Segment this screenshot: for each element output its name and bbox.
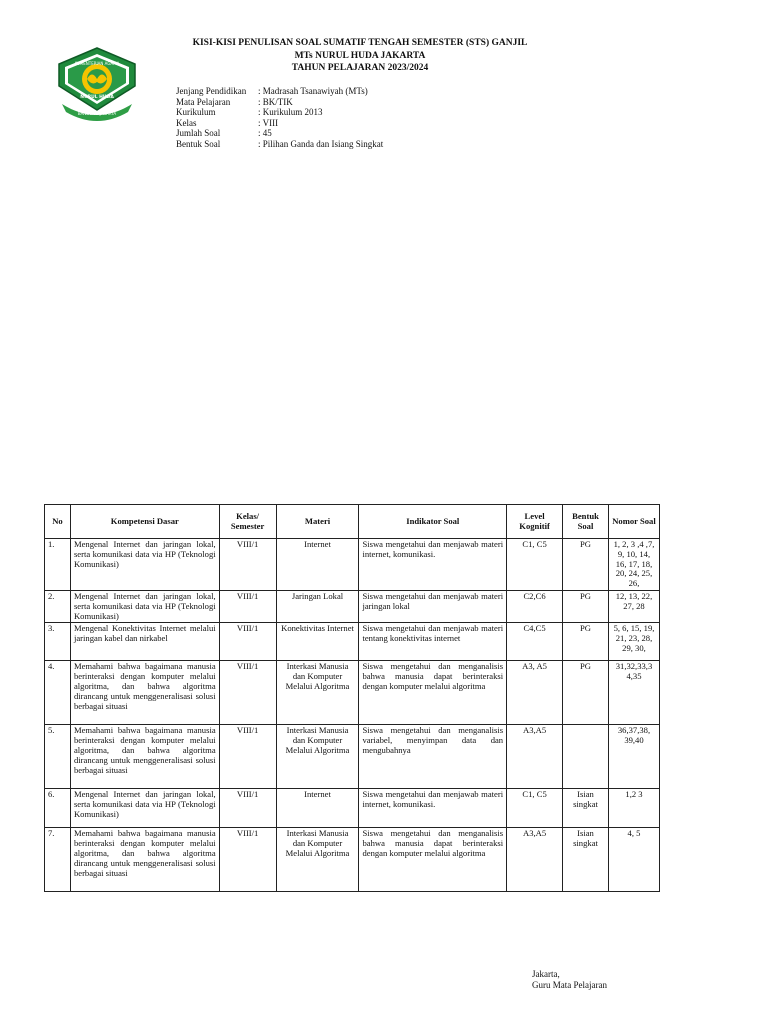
header-no: No (45, 505, 71, 539)
cell-nomor: 12, 13, 22, 27, 28 (608, 590, 659, 622)
document-title (150, 37, 570, 75)
cell-no: 2. (45, 590, 71, 622)
cell-level: C2,C6 (507, 590, 563, 622)
cell-kompetensi-dasar: Memahami bahwa bagaimana manusia berinteraksi dengan komputer melalui algoritma, dan bahwa algoritma dirancang untuk menggeneralisasi solusi berbagai situasi (70, 725, 219, 789)
cell-kompetensi-dasar: Mengenal Internet dan jaringan lokal, serta komunikasi data via HP (Teknologi Komunikasi) (70, 539, 219, 591)
header-level-kognitif: Level Kognitif (507, 505, 563, 539)
info-label: Jenjang Pendidikan (176, 86, 247, 96)
cell-indikator: Siswa mengetahui dan menganalisis bahwa manusia dapat berinteraksi dengan komputer melalui algoritma (359, 828, 507, 892)
info-label: Mata Pelajaran (176, 96, 231, 107)
header-materi: Materi (276, 505, 359, 539)
cell-kompetensi-dasar: Memahami bahwa bagaimana manusia berinteraksi dengan komputer melalui algoritma, dan bahwa algoritma dirancang untuk menggeneralisasi solusi berbagai situasi (70, 661, 219, 725)
table-row (45, 789, 660, 828)
info-value: : Kurikulum 2013 (258, 107, 323, 118)
cell-no: 4. (45, 661, 71, 725)
cell-nomor: 1,2 3 (608, 789, 659, 828)
header-indikator-soal: Indikator Soal (359, 505, 507, 539)
cell-indikator: Siswa mengetahui dan menjawab materi internet, komunikasi. (359, 789, 507, 828)
cell-nomor: 4, 5 (608, 828, 659, 892)
info-row (176, 97, 383, 108)
table-row (45, 590, 660, 622)
cell-no: 5. (45, 725, 71, 789)
cell-materi: Interkasi Manusia dan Komputer Melalui Algoritma (276, 661, 359, 725)
info-value: : VIII (258, 117, 279, 128)
header-kompetensi-dasar: Kompetensi Dasar (70, 505, 219, 539)
header-bentuk-soal: Bentuk Soal (563, 505, 609, 539)
title-line-1: KISI-KISI PENULISAN SOAL SUMATIF TENGAH SEMESTER (STS) GANJIL (192, 38, 528, 48)
signature-block (532, 969, 607, 991)
info-value: : Madrasah Tsanawiyah (MTs) (258, 86, 368, 96)
cell-indikator: Siswa mengetahui dan menganalisis variabel, menyimpan data dan mengubahnya (359, 725, 507, 789)
cell-bentuk: PG (563, 590, 609, 622)
info-row (176, 107, 383, 118)
info-label: Kelas (176, 117, 197, 128)
title-line-2: MTs NURUL HUDA JAKARTA (294, 50, 426, 61)
logo-bottom-text: BANDUNG JAKARTA (77, 111, 117, 116)
logo-center-text: NURUL HUDA (80, 95, 114, 100)
cell-materi: Internet (276, 539, 359, 591)
cell-no: 6. (45, 789, 71, 828)
title-line-3: TAHUN PELAJARAN 2023/2024 (291, 63, 429, 73)
cell-materi: Interkasi Manusia dan Komputer Melalui Algoritma (276, 725, 359, 789)
cell-level: A3,A5 (507, 828, 563, 892)
table-row (45, 661, 660, 725)
header-nomor-soal: Nomor Soal (608, 505, 659, 539)
info-row (176, 86, 383, 97)
cell-no: 7. (45, 828, 71, 892)
cell-bentuk: PG (563, 539, 609, 591)
cell-indikator: Siswa mengetahui dan menjawab materi jaringan lokal (359, 590, 507, 622)
info-label: Jumlah Soal (176, 128, 221, 139)
info-row (176, 118, 383, 129)
info-value: : BK/TIK (258, 96, 293, 107)
cell-kelas: VIII/1 (219, 590, 276, 622)
document-info (176, 86, 383, 150)
cell-nomor: 1, 2, 3 ,4 ,7, 9, 10, 14, 16, 17, 18, 20, 24, 25, 26, (608, 539, 659, 591)
table-header-row (45, 505, 660, 539)
cell-nomor: 31,32,33,3 4,35 (608, 661, 659, 725)
info-value: : Pilihan Ganda dan Isiang Singkat (258, 138, 384, 149)
cell-bentuk: Isian singkat (563, 789, 609, 828)
cell-no: 1. (45, 539, 71, 591)
info-row (176, 139, 383, 150)
table-row (45, 623, 660, 661)
kisi-kisi-table (44, 504, 660, 892)
info-row (176, 128, 383, 139)
cell-materi: Internet (276, 789, 359, 828)
cell-kelas: VIII/1 (219, 725, 276, 789)
cell-indikator: Siswa mengetahui dan menganalisis bahwa manusia dapat berinteraksi dengan komputer melalui algoritma (359, 661, 507, 725)
cell-kompetensi-dasar: Mengenal Internet dan jaringan lokal, serta komunikasi data via HP (Teknologi Komunikasi) (70, 789, 219, 828)
header-kelas-semester: Kelas/ Semester (219, 505, 276, 539)
cell-indikator: Siswa mengetahui dan menjawab materi tentang konektivitas internet (359, 623, 507, 661)
cell-kompetensi-dasar: Mengenal Konektivitas Internet melalui jaringan kabel dan nirkabel (70, 623, 219, 661)
cell-bentuk: PG (563, 661, 609, 725)
cell-materi: Jaringan Lokal (276, 590, 359, 622)
cell-kelas: VIII/1 (219, 539, 276, 591)
cell-level: A3,A5 (507, 725, 563, 789)
info-label: Bentuk Soal (176, 138, 221, 149)
cell-level: C1, C5 (507, 539, 563, 591)
cell-kompetensi-dasar: Mengenal Internet dan jaringan lokal, serta komunikasi data via HP (Teknologi Komunikasi) (70, 590, 219, 622)
cell-bentuk (563, 725, 609, 789)
info-label: Kurikulum (176, 107, 216, 118)
signature-place: Jakarta, (532, 969, 560, 979)
logo-top-text: KEMENTERIAN AGAMA (74, 61, 120, 66)
cell-bentuk: Isian singkat (563, 828, 609, 892)
table-row (45, 539, 660, 591)
cell-nomor: 5, 6, 15, 19, 21, 23, 28, 29, 30, (608, 623, 659, 661)
cell-nomor: 36,37,38, 39,40 (608, 725, 659, 789)
cell-kompetensi-dasar: Memahami bahwa bagaimana manusia berinteraksi dengan komputer melalui algoritma, dan bahwa algoritma dirancang untuk menggeneralisasi solusi berbagai situasi (70, 828, 219, 892)
school-logo (56, 46, 138, 122)
cell-kelas: VIII/1 (219, 789, 276, 828)
cell-bentuk: PG (563, 623, 609, 661)
cell-kelas: VIII/1 (219, 623, 276, 661)
cell-level: C1, C5 (507, 789, 563, 828)
cell-level: C4,C5 (507, 623, 563, 661)
cell-indikator: Siswa mengetahui dan menjawab materi internet, komunikasi. (359, 539, 507, 591)
table-row (45, 828, 660, 892)
cell-materi: Interkasi Manusia dan Komputer Melalui Algoritma (276, 828, 359, 892)
cell-kelas: VIII/1 (219, 828, 276, 892)
info-value: : 45 (258, 128, 272, 139)
cell-no: 3. (45, 623, 71, 661)
cell-level: A3, A5 (507, 661, 563, 725)
table-row (45, 725, 660, 789)
cell-materi: Konektivitas Internet (276, 623, 359, 661)
signature-role: Guru Mata Pelajaran (532, 980, 607, 990)
cell-kelas: VIII/1 (219, 661, 276, 725)
